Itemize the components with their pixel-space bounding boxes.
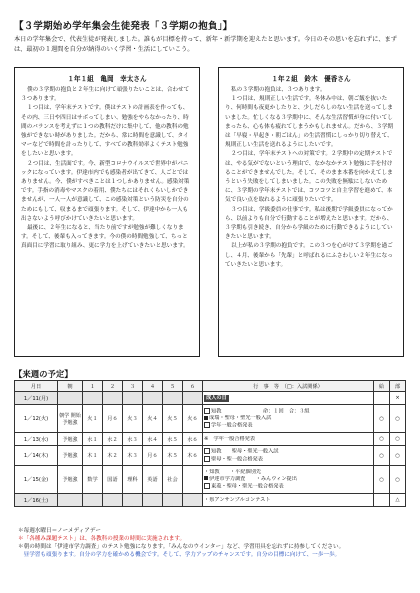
schedule-period-cell — [103, 494, 123, 507]
schedule-period-cell — [143, 392, 163, 405]
right-para-1: 私の３学期の抱負は、３つあります。 — [231, 87, 326, 93]
schedule-row — [15, 405, 406, 433]
event-line — [204, 415, 372, 422]
schedule-period-cell: 月６ — [103, 405, 123, 433]
schedule-period-cell: 国語 — [103, 466, 123, 494]
right-para-3: ２つ目は、学年末テストへの対策です。２学期中の定期テストでは、やる気がでないという理由で、なかなかテスト勉強に手を付けることができませんでした。そして、そのまま本番を向かえてしまうという失敗をしてしまいました。この失敗を無駄にしないために、３学期の学年末テストでは、コツコツと自主学習を進めて、本気で良い点を取れるように頑張りたいです。 — [225, 151, 393, 204]
event-text: 成人の日 — [206, 394, 227, 401]
schedule-period-cell — [183, 466, 203, 494]
schedule-lunch-cell: ○ — [374, 405, 390, 433]
checkbox-icon — [204, 422, 210, 428]
schedule-period-cell — [83, 494, 103, 507]
schedule-period-cell — [123, 392, 143, 405]
schedule-period-cell — [103, 392, 123, 405]
schedule-period-cell: 火５ — [163, 405, 183, 433]
schedule-period-cell: 水４ — [143, 433, 163, 446]
schedule-row — [15, 433, 406, 446]
schedule-club-cell: ○ — [390, 433, 406, 446]
right-speaker-heading: １年２組 鈴木 優香さん — [271, 75, 351, 83]
schedule-period-cell — [163, 494, 183, 507]
event-line — [204, 436, 372, 443]
checkbox-icon — [204, 408, 210, 414]
event-text: ・県アンサンブルコンテスト — [204, 496, 271, 503]
header-morning: 朝 — [58, 381, 83, 392]
schedule-period-cell — [183, 392, 203, 405]
checkbox-icon — [204, 483, 210, 489]
schedule-row — [15, 446, 406, 466]
right-speech-box — [218, 67, 404, 357]
schedule-period-cell: 水５ — [163, 433, 183, 446]
schedule-lunch-cell: ○ — [374, 433, 390, 446]
event-text: 知教 命：１回 合：３組 — [211, 408, 310, 414]
right-para-5: 以上が私の３学期の抱負です。この３つを心がけて３学期を過ごし、４月、後輩から「先輩」と呼ばれるにふさわしい２年生になっていきたいと思います。 — [225, 243, 393, 268]
schedule-period-cell: 月６ — [143, 446, 163, 466]
header-period-6: ６ — [183, 381, 203, 392]
schedule-club-cell: ○ — [390, 405, 406, 433]
left-para-2: １つ目は、学年末テストです。僕はテストの計画表を作っても、その内、三日や四日はサボってしまい、勉強をやらなかったり、時間のバランスを考えずに１つの教科だけに集中して、他の教科の勉強ができない時がありました。だから、常に時間を意識して、タイマーなどで時間を計ったりして、すべての教科効率よくテスト勉強をしたいと思います。 — [21, 105, 189, 158]
schedule-morning-cell — [58, 392, 83, 405]
schedule-period-cell: 理科 — [123, 466, 143, 494]
event-text: ・知教 ・平紀個別先 — [204, 468, 262, 475]
checkbox-icon — [204, 448, 210, 454]
schedule-period-cell: 火４ — [143, 405, 163, 433]
event-text: 知教 聖母・聖光一般入試 — [211, 448, 279, 455]
header-lunch: 給 — [374, 381, 390, 392]
schedule-period-cell: 数学 — [83, 466, 103, 494]
event-line — [204, 497, 372, 504]
schedule-events-cell — [203, 433, 374, 446]
schedule-club-cell: ○ — [390, 446, 406, 466]
schedule-period-cell: 水６ — [183, 433, 203, 446]
left-para-3: ２つ目は、生活面です。今、新型コロナウイルスで世界中がパニックになっています。伊達市内でも感染者が出てきて、人ごとではありません。今、僕がすべきことは１つしかありません。感染対策です。手指の消毒やマスクの着用、僕たちにはそれくらいしかできませんが、一人一人が意識して、この感染対策という防災を自分のためにもして、収まるまで頑張ります。そして、伊達中から一人も出さないよう呼びかけていきたいと思います。 — [21, 160, 190, 222]
schedule-period-cell: 木５ — [163, 446, 183, 466]
filled-square-icon — [204, 476, 208, 480]
event-line — [204, 408, 372, 416]
schedule-lunch-cell — [374, 494, 390, 507]
schedule-row — [15, 494, 406, 507]
schedule-date-cell: 1／13(水) — [15, 433, 58, 446]
schedule-morning-cell: 予勉強 — [58, 433, 83, 446]
schedule-club-cell: △ — [390, 494, 406, 507]
schedule-row — [15, 466, 406, 494]
event-line — [204, 456, 372, 464]
schedule-period-cell — [183, 494, 203, 507]
header-period-4: ４ — [143, 381, 163, 392]
schedule-lunch-cell: ○ — [374, 446, 390, 466]
event-line — [204, 448, 372, 456]
header-period-3: ３ — [123, 381, 143, 392]
schedule-period-cell: 水２ — [103, 433, 123, 446]
schedule-body — [15, 392, 406, 507]
right-speech-body — [225, 86, 397, 270]
schedule-period-cell — [83, 392, 103, 405]
page-title: 【３学期始め学年集会生徒発表「３学期の抱負」】 — [14, 21, 233, 32]
schedule-club-cell: ○ — [390, 466, 406, 494]
schedule-events-cell — [203, 405, 374, 433]
schedule-morning-cell: 朝学 開始 予勉強 — [58, 405, 83, 433]
schedule-table — [14, 380, 406, 507]
schedule-date-cell: 1／12(火) — [15, 405, 58, 433]
schedule-period-cell — [143, 494, 163, 507]
schedule-events-cell — [203, 466, 374, 494]
schedule-period-cell: 火３ — [123, 405, 143, 433]
left-para-4: 最後に、２年生になると、当たり前ですが勉強が難しくなります。そして、後輩も入ってきます。今の僕の時間勉強して、ちっと真面目に学習に取り組み、更に学力を上げていきたいと思います。 — [21, 225, 189, 250]
schedule-date-cell: 1／11(月) — [15, 392, 58, 405]
header-period-1: １ — [83, 381, 103, 392]
filled-square-icon — [204, 416, 208, 420]
schedule-header-row — [15, 381, 406, 392]
schedule-date-cell: 1／16(土) — [15, 494, 58, 507]
header-period-5: ５ — [163, 381, 183, 392]
schedule-lunch-cell: ○ — [374, 466, 390, 494]
right-para-2: １つ目は、規則正しい生活です。冬休み中は、朝ご飯を抜いたり、何時間も夜更かしたりと、少しだらしのない生活を送ってしまいました。忙しくなる３学期中に、そんな生活習慣が身に付いてしまったら、心も体も疲れてしまうかもしれません。だから、３学期は「早寝・早起き・朝ごはん」の生活習慣にしっかり切り替えて、規則正しい生活を送れるようにしたいです。 — [225, 96, 394, 149]
notes — [18, 527, 406, 559]
checkbox-icon — [204, 456, 210, 462]
schedule-period-cell: 火６ — [183, 405, 203, 433]
schedule-period-cell — [123, 494, 143, 507]
event-line — [204, 483, 372, 491]
schedule-period-cell: 社会 — [163, 466, 183, 494]
event-text: 東菱・聖母・聖光一般合格発表 — [211, 483, 284, 490]
schedule-events-cell — [203, 446, 374, 466]
schedule-period-cell: 木６ — [183, 446, 203, 466]
right-para-4: ３つ目は、学級委員の仕事です。私は後期で学級委員になってから、以前よりも自分で行動することが増えたと思います。だから、３学期も引き続き、自分から学級のために行動できるようにしていきたいと思います。 — [225, 206, 393, 241]
header-events: 行 事 等 （□：入試関係） — [203, 381, 374, 392]
schedule-period-cell: 火１ — [83, 405, 103, 433]
event-line — [204, 469, 372, 476]
schedule-period-cell — [163, 392, 183, 405]
schedule-row — [15, 392, 406, 405]
schedule-morning-cell — [58, 494, 83, 507]
event-text: ※ 学年一般合格発表 — [204, 435, 256, 442]
schedule-date-cell: 1／15(金) — [15, 466, 58, 494]
left-para-1: 僕の３学期の抱負と２年生に向けて頑張りたいことは、合わせて３つあります。 — [21, 87, 190, 103]
schedule-title: 【来週の予定】 — [14, 369, 73, 379]
schedule-events-cell — [203, 494, 374, 507]
note-2: ＊「各種み課題テスト」は、各教科の授業の時間に実施されます。 — [18, 536, 186, 542]
schedule-period-cell: 木２ — [103, 446, 123, 466]
event-text: 学年一般合格発表 — [211, 422, 253, 429]
schedule-events-cell — [203, 392, 374, 405]
schedule-morning-cell: 予勉強 — [58, 466, 83, 494]
schedule-period-cell: 水３ — [123, 433, 143, 446]
schedule-lunch-cell — [374, 392, 390, 405]
event-line — [204, 395, 372, 402]
left-speaker-heading: １年１組 亀岡 幸太さん — [67, 75, 147, 83]
schedule-period-cell: 水１ — [83, 433, 103, 446]
header-period-2: ２ — [103, 381, 123, 392]
note-1: ＊毎週水曜日＝ノーメディアデー — [18, 528, 102, 534]
schedule-period-cell: 英語 — [143, 466, 163, 494]
schedule-morning-cell: 予勉強 — [58, 446, 83, 466]
schedule-period-cell: 木３ — [123, 446, 143, 466]
header-club: 部 — [390, 381, 406, 392]
event-text: 聖母・聖一般合格発表 — [211, 456, 263, 462]
note-3: ＊朝の時間は「伊達市学力調査」のテスト勉強になります。「みんなのウインター」など、学習用具を忘れずに持参してください。 — [18, 544, 345, 550]
event-text: 伊達市学力調査 ・みんウィン提出 — [209, 475, 297, 482]
event-text: 成瑞・聖母・聖光一般入試 — [209, 415, 272, 421]
schedule-club-cell: × — [390, 392, 406, 405]
event-line — [204, 422, 372, 430]
left-speech-body — [21, 86, 193, 252]
note-4: 昼学習も頑張ります。自分の学力を確かめる機会です。そして、学力アップのチャンスです。自分の目標に向けて、一歩一歩。 — [18, 552, 341, 558]
header-date: 月日 — [15, 381, 58, 392]
schedule-date-cell: 1／14(木) — [15, 446, 58, 466]
left-speech-box — [14, 67, 200, 357]
schedule-period-cell: 木１ — [83, 446, 103, 466]
event-line — [204, 476, 372, 483]
intro-text: 本日の学年集会で、代表生徒が発表しました。誰もが目標を持って、新年・新学期を迎えたと思います。今日のその思いを忘れずに、まずは、最初の１週間を自分が納得のいく学習・生活にしていこう。 — [14, 36, 397, 53]
